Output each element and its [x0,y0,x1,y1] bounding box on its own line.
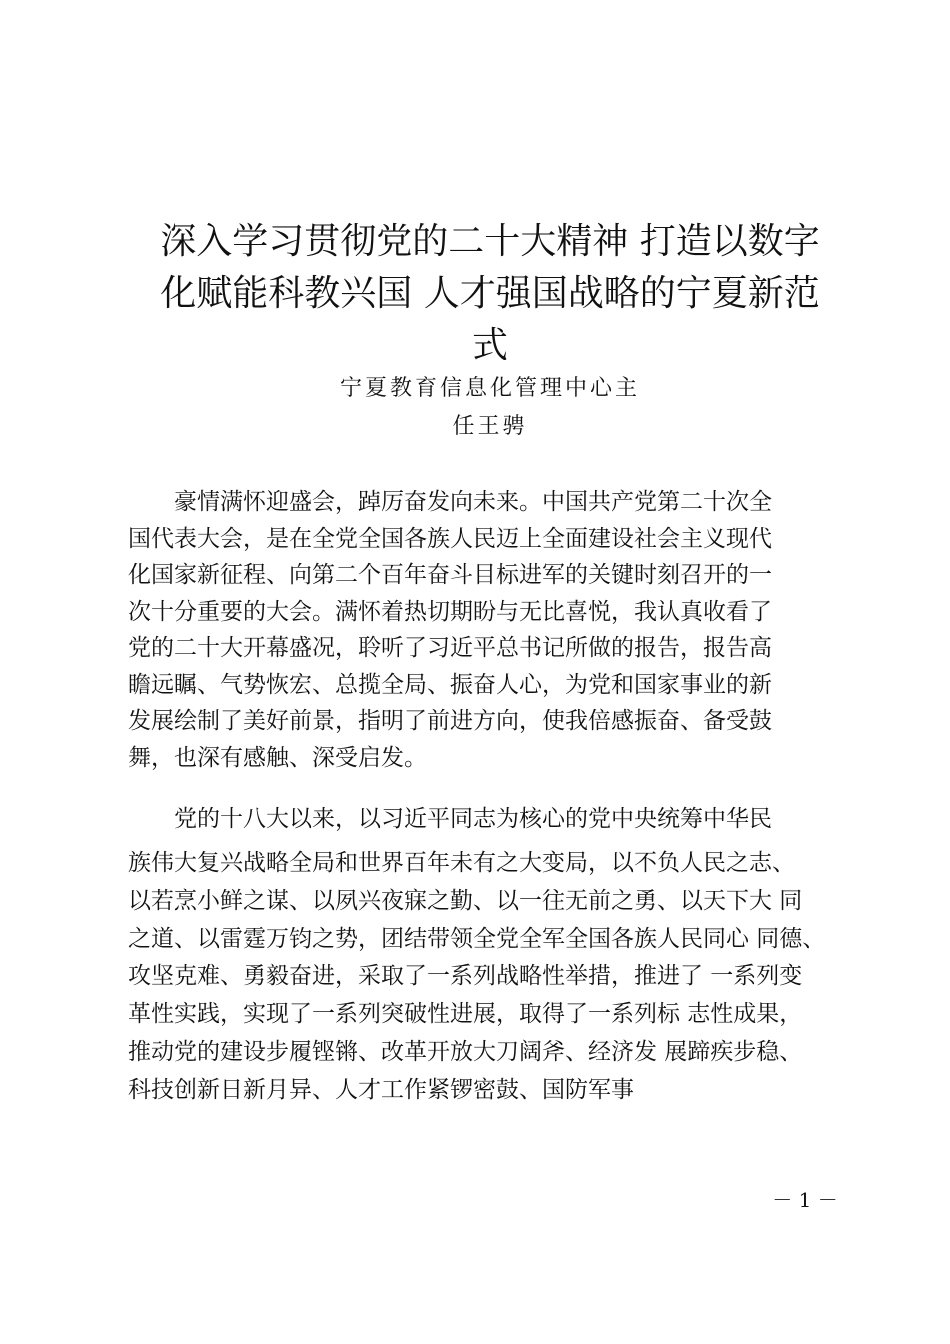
text-line: 瞻远瞩、气势恢宏、总揽全局、振奋人心，为党和国家事业的新 [128,671,772,698]
title-line: 深入学习贯彻党的二十大精神 打造以数字 [160,221,820,262]
text-line: 推动党的建设步履铿锵、改革开放大刀阔斧、经济发 展蹄疾步稳、 [128,1038,803,1065]
text-line: 族伟大复兴战略全局和世界百年未有之大变局，以不负人民之志、 [128,850,795,876]
author-line: 任王骋 [452,414,528,439]
author-byline [100,370,880,446]
body-paragraph-2 [128,845,888,1110]
title-line: 化赋能科教兴国 人才强国战略的宁夏新范 [160,273,820,314]
text-line: 化国家新征程、向第二个百年奋斗目标进军的关键时刻召开的一 [128,562,772,588]
text-line: 舞，也深有感触、深受启发。 [128,744,427,771]
text-line: 国代表大会，是在全党全国各族人民迈上全面建设社会主义现代 [128,525,772,552]
text-line: 党的二十大开幕盛况，聆听了习近平总书记所做的报告，报告高 [128,635,772,661]
page-number: － 1 － [772,1188,838,1212]
text-line: 以若烹小鲜之谋、以夙兴夜寐之勤、以一往无前之勇、以天下大 同 [128,887,803,914]
text-line: 发展绘制了美好前景，指明了前进方向，使我倍感振奋、备受鼓 [128,708,772,734]
title-line: 式 [471,325,508,366]
document-title [100,216,880,372]
body-paragraph-1 [128,484,888,776]
text-line: 豪情满怀迎盛会，踔厉奋发向未来。中国共产党第二十次全 [128,489,772,515]
text-line: 次十分重要的大会。满怀着热切期盼与无比喜悦，我认真收看了 [128,598,772,625]
text-line: 攻坚克难、勇毅奋进，采取了一系列战略性举措，推进了 一系列变 [128,963,803,990]
text-line: 革性实践，实现了一系列突破性进展，取得了一系列标 志性成果， [128,1001,803,1028]
text-line: 之道、以雷霆万钧之势，团结带领全党全军全国各族人民同心 同德、 [128,925,826,952]
body-paragraph-2-first-line [128,801,888,839]
text-line: 党的十八大以来，以习近平同志为核心的党中央统筹中华民 [128,806,772,832]
author-line: 宁夏教育信息化管理中心主 [339,376,640,401]
text-line: 科技创新日新月异、人才工作紧锣密鼓、国防军事 [128,1076,634,1103]
